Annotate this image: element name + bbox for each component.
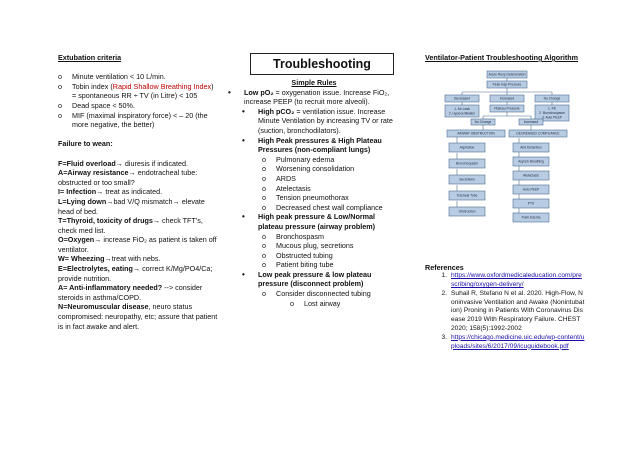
reference-item	[425, 290, 585, 334]
failure-to-wean-heading: Failure to wean:	[58, 139, 113, 149]
wean-item-text: → diuresis if indicated.	[115, 158, 189, 168]
algo-compliance-item-label: PTX	[527, 201, 535, 206]
sub-list-text: Pulmonary edema	[276, 154, 335, 164]
circle-bullet-icon: o	[58, 100, 62, 110]
sub-list-item	[228, 251, 400, 261]
rule-high-peak-low-plateau	[228, 212, 400, 231]
reference-number: 3.	[441, 333, 447, 341]
wean-item	[58, 216, 218, 235]
sub-list-text: ARDS	[276, 173, 296, 183]
wean-item	[58, 254, 218, 264]
sub-list-item	[228, 289, 400, 299]
wean-item-key: W= Wheezing	[58, 254, 105, 264]
troubleshooting-title: Troubleshooting	[250, 53, 394, 75]
wean-item	[58, 168, 218, 187]
bullet-icon: •	[242, 135, 245, 145]
wean-item-key: I= Infection	[58, 187, 97, 197]
rule-low-peak-low-plateau	[228, 270, 400, 289]
sub-list-text: Bronchospasm	[276, 231, 324, 241]
algo-compliance-item-label: Atelectasis	[523, 173, 539, 178]
rule-low-po2-text	[244, 88, 400, 107]
wean-item-key: F=Fluid overload	[58, 158, 116, 168]
wean-item-text: → endotracheal tube: obstructed or too small?	[58, 168, 198, 187]
rule-high-peak-low-plateau-text	[258, 212, 400, 231]
sub-list-item	[228, 260, 400, 270]
circle-bullet-icon: o	[262, 183, 266, 193]
algo-hypovent-label: 2. Hypoventilation	[448, 111, 476, 116]
criteria-text-part: Dead space < 50%.	[72, 100, 135, 110]
algo-compliance-item-label: Asynch Breathing	[518, 159, 544, 164]
sub-list-item	[228, 232, 400, 242]
algo-peak-box-label: Peak Insp Pressure	[492, 82, 522, 87]
reference-item[interactable]	[425, 334, 585, 352]
criteria-highlight: Rapid Shallow Breathing Index	[112, 81, 212, 91]
wean-item-text: → increase FiO₂ as patient is taken off ventilator.	[58, 235, 217, 254]
bullet-icon: •	[242, 269, 245, 279]
sub-list-item	[228, 203, 400, 213]
sub-list-item	[228, 193, 400, 203]
criteria-text	[72, 111, 218, 130]
wean-item-key: L=Lying down	[58, 196, 107, 206]
criteria-text-part: Minute ventilation < 10 L/min.	[72, 72, 166, 82]
circle-bullet-icon: o	[262, 173, 266, 183]
sub-list-text: Decreased chest wall compliance	[276, 202, 383, 212]
rule-low-po2	[228, 88, 400, 107]
low-po2-label: Low pO₂	[244, 87, 274, 97]
reference-number: 1.	[441, 272, 447, 280]
circle-bullet-icon: o	[262, 193, 266, 203]
circle-bullet-icon: o	[262, 250, 266, 260]
rule-low-peak-low-plateau-text	[258, 270, 400, 289]
criteria-text-part: MIF (maximal inspiratory force) < – 20 (the more negative, the better)	[72, 110, 208, 130]
wean-item-key: A=Airway resistance	[58, 168, 129, 178]
algo-plateau-box-label: Plateau Pressure	[494, 106, 520, 111]
rule-high-pco2-text	[258, 107, 400, 136]
rule-high-peak-high-plateau-text	[258, 136, 400, 155]
circle-bullet-icon: o	[262, 289, 266, 299]
algo-obstruction-item-label: Obstruction	[458, 209, 476, 214]
wean-item	[58, 197, 218, 216]
references-section	[425, 263, 585, 352]
criteria-item	[58, 101, 218, 111]
algo-increased-box-label: Increased	[499, 96, 515, 101]
criteria-text	[72, 82, 213, 101]
wean-item-text: , neuro status compromised: neuropathy, etc; assure that patient is in fact awake and alert.	[58, 302, 218, 331]
low-peak-low-plateau-label: Low peak pressure & low plateau pressure (disconnect problem)	[258, 269, 372, 289]
sub-list-text: Patient biting tube	[276, 260, 334, 270]
criteria-text-part: ) = spontaneous RR ÷ TV (in Litre) < 105	[72, 81, 214, 101]
algo-decreased-box-label: Decreased	[454, 96, 470, 101]
sub-list-item	[228, 241, 400, 251]
circle-bullet-icon: o	[262, 154, 266, 164]
algorithm-heading: Ventilator-Patient Troubleshooting Algorithm	[425, 53, 579, 62]
sub-list-text: Atelectasis	[276, 183, 311, 193]
high-peak-low-plateau-label: High peak pressure & Low/Normal plateau pressure (airway problem)	[258, 212, 376, 231]
sub-list-item	[228, 155, 400, 165]
low-po2-text: = oxygenation issue. Increase FiO₂, increase PEEP (to recruit more alveoli).	[244, 87, 390, 107]
algo-autopeep-label: 3. Auto PEEP	[542, 115, 562, 120]
wean-item-key: T=Thyroid, toxicity of drugs	[58, 216, 153, 226]
wean-item	[58, 159, 218, 169]
wean-item-text: →bad V/Q mismatch→ elevate head of bed.	[58, 196, 205, 216]
algo-obstruction-item-label: Secretions	[459, 177, 475, 182]
criteria-text-part: Tobin index (	[72, 81, 113, 91]
sub-list-item	[228, 174, 400, 184]
sub-list-item	[228, 299, 400, 309]
circle-bullet-icon: o	[262, 231, 266, 241]
circle-bullet-icon: o	[262, 164, 266, 174]
sub-list-text: Obstructed tubing	[276, 250, 333, 260]
sub-list-item	[228, 164, 400, 174]
high-pco2-text: = ventilation issue. Increase Minute Ventilation by increasing TV or rate (suction, bronchodilators).	[258, 106, 393, 135]
reference-link[interactable]: https://chicago.medicine.uic.edu/wp-content/uploads/sites/6/2017/09/icuguidebook.pdf	[451, 333, 585, 350]
wean-item	[58, 187, 218, 197]
wean-item-key: E=Electrolytes, eating	[58, 264, 133, 274]
rule-high-pco2	[228, 107, 400, 136]
criteria-item	[58, 111, 218, 130]
criteria-item	[58, 82, 218, 101]
criteria-item	[58, 72, 218, 82]
sub-list-text: Worsening consolidation	[276, 164, 355, 174]
bullet-icon: •	[242, 212, 245, 222]
algo-obstruction-item-label: Aspiration	[459, 145, 475, 150]
reference-item[interactable]	[425, 272, 585, 290]
algo-compliance-item-label: Pulm Edema	[521, 215, 541, 220]
circle-bullet-icon: o	[58, 72, 62, 82]
algo-split-nochange-box-label: No Change	[474, 119, 492, 124]
wean-item	[58, 264, 218, 283]
extubation-heading: Extubation criteria	[58, 53, 122, 62]
algo-top-box-label: Acute Resp Deterioration	[488, 72, 526, 77]
algo-airway-obstruction-box-label: AIRWAY OBSTRUCTION	[457, 131, 495, 136]
algo-leak-label: 1. Air Leak	[454, 106, 470, 111]
wean-item-text: →treat with nebs.	[104, 254, 161, 264]
extubation-column	[58, 53, 218, 331]
algo-compliance-item-label: Auto PEEP	[522, 187, 540, 192]
circle-bullet-icon: o	[58, 81, 62, 91]
algorithm-column	[425, 53, 585, 351]
criteria-text	[72, 72, 166, 82]
circle-bullet-icon: o	[262, 241, 266, 251]
algo-nochange-box-label: No Change	[543, 96, 561, 101]
simple-rules-heading: Simple Rules	[291, 78, 337, 87]
criteria-text	[72, 101, 135, 111]
sub-list-item	[228, 184, 400, 194]
wean-item-text: → treat as indicated.	[96, 187, 163, 197]
high-peak-high-plateau-label: High Peak pressures & High Plateau Pressures (non-compliant lungs)	[258, 135, 382, 155]
wean-item	[58, 235, 218, 254]
algo-bronch-label: 2. Bronchospasm	[539, 110, 565, 115]
bullet-icon: •	[228, 87, 231, 97]
references-heading: References	[425, 262, 464, 272]
wean-item-text: → check TFT’s, check med list.	[58, 216, 203, 235]
wean-item-text: → correct K/Mg/PO4/Ca; provide nutrition.	[58, 264, 213, 283]
sub-list-text: Mucous plug, secretions	[276, 241, 354, 251]
wean-item-key: O=Oxygen	[58, 235, 95, 245]
circle-bullet-icon: o	[262, 202, 266, 212]
algo-compliance-item-label: Abd Distention	[520, 145, 542, 150]
sub-list-text: Tension pneumothorax	[276, 193, 349, 203]
algo-obstruction-item-label: Bronchospasm	[456, 161, 478, 166]
wean-item-key: N=Neuromuscular disease	[58, 302, 149, 312]
wean-item	[58, 283, 218, 302]
troubleshooting-column	[228, 53, 400, 308]
troubleshooting-algorithm-diagram	[443, 69, 571, 233]
reference-link[interactable]: https://www.oxfordmedicaleducation.com/prescribing/oxygen-delivery/	[451, 272, 582, 288]
wean-item	[58, 302, 218, 331]
circle-bullet-icon: o	[290, 298, 294, 308]
circle-bullet-icon: o	[58, 110, 62, 120]
sub-list-text: Lost airway	[304, 298, 341, 308]
reference-number: 2.	[441, 289, 447, 297]
algo-obstruction-item-label: Tracheal Tube	[456, 193, 478, 198]
algo-split-increased-box-label: Increased	[523, 119, 539, 124]
sub-list-text: Consider disconnected tubing	[276, 289, 371, 299]
wean-item-key: A= Anti-inflammatory needed?	[58, 283, 163, 293]
reference-text: Suhail R, Stefano N et al. 2020. High-Flow, Noninvasive Ventilation and Awake (Nonintubation) Proning in Patients With Coronavirus Disease 2019 With Respiratory Failure. CHEST 2020; 158(5):1992-2002	[451, 289, 585, 332]
rule-high-peak-high-plateau	[228, 136, 400, 155]
wean-item-text: --> consider steroids in asthma/COPD.	[58, 283, 203, 302]
algo-decreased-compliance-box-label: DECREASED COMPLIANCE	[516, 131, 560, 136]
bullet-icon: •	[242, 106, 245, 116]
high-pco2-label: High pCO₂	[258, 106, 295, 116]
algo-pe-label: 1. PE	[547, 106, 557, 111]
circle-bullet-icon: o	[262, 260, 266, 270]
